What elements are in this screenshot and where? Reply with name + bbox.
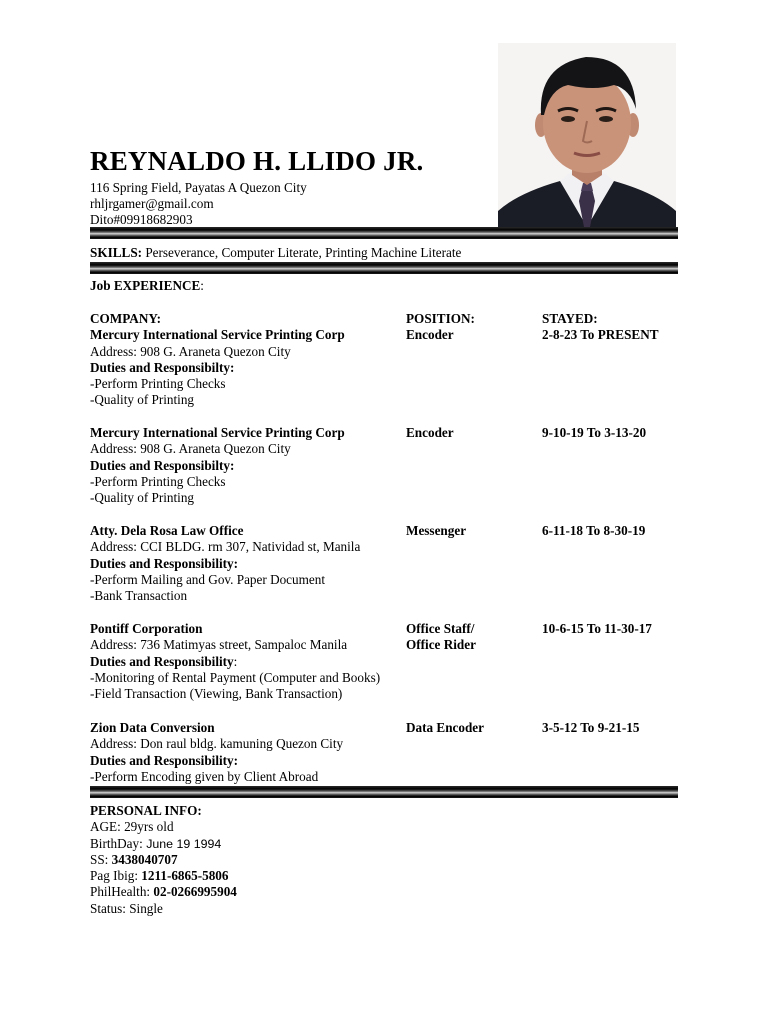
personal-philhealth (90, 884, 678, 900)
experience-heading-text: Job EXPERIENCE (90, 278, 201, 293)
personal-info-heading: PERSONAL INFO: (90, 803, 202, 818)
job-address-label: Address: (90, 637, 137, 653)
personal-pagibig-label: Pag Ibig: (90, 868, 142, 884)
job-address (90, 344, 678, 360)
job-position-line2: Office Rider (406, 637, 476, 653)
job-duties-label-line (90, 654, 678, 670)
job-stayed: 2-8-23 To PRESENT (542, 327, 659, 343)
job-position: Office Staff/ (406, 621, 475, 636)
job-duties-label: Duties and Responsibilty: (90, 359, 235, 375)
job-duties-label: Duties and Responsibility: (90, 752, 239, 768)
skills-line (90, 245, 461, 261)
personal-birthday (90, 836, 678, 852)
col-company: COMPANY: (90, 311, 162, 326)
applicant-photo (498, 43, 676, 227)
job-entry (90, 327, 678, 408)
job-address (90, 441, 678, 457)
job-duty: -Perform Mailing and Gov. Paper Document (90, 571, 325, 587)
personal-ss-value: 3438040707 (111, 851, 178, 867)
job-duty: -Monitoring of Rental Payment (Computer and Books) (90, 669, 381, 685)
job-stayed: 3-5-12 To 9-21-15 (542, 720, 640, 735)
job-duty: -Bank Transaction (90, 588, 188, 604)
personal-philhealth-label: PhilHealth: (90, 884, 154, 900)
job-address (90, 637, 347, 653)
job-position: Encoder (406, 425, 454, 440)
job-address-value: 908 G. Araneta Quezon City (136, 343, 291, 359)
personal-ss-label: SS: (90, 851, 112, 867)
personal-age-label: AGE: (90, 819, 121, 835)
job-stayed: 9-10-19 To 3-13-20 (542, 425, 647, 440)
job-address (90, 736, 678, 752)
job-duties-label: Duties and Responsibilty: (90, 457, 235, 473)
job-company: Zion Data Conversion (90, 720, 215, 735)
col-position: POSITION: (406, 311, 475, 326)
job-duty: -Perform Printing Checks (90, 473, 226, 489)
job-company: Atty. Dela Rosa Law Office (90, 523, 244, 538)
personal-age (90, 819, 678, 835)
job-address-label: Address: (90, 736, 137, 752)
job-address-label: Address: (90, 539, 137, 555)
personal-birthday-value: June 19 1994 (142, 836, 222, 851)
job-entry (90, 720, 678, 785)
experience-divider (90, 786, 678, 798)
applicant-phone: Dito#09918682903 (90, 212, 193, 227)
job-position: Data Encoder (406, 720, 485, 735)
skills-label: SKILLS: (90, 245, 143, 260)
applicant-address: 116 Spring Field, Payatas A Quezon City (90, 180, 307, 195)
job-entry (90, 523, 678, 604)
job-duty: -Field Transaction (Viewing, Bank Transaction) (90, 686, 343, 702)
experience-table-header (90, 311, 678, 327)
job-address-value: CCI BLDG. rm 307, Natividad st, Manila (136, 539, 361, 555)
job-stayed: 6-11-18 To 8-30-19 (542, 523, 646, 538)
personal-status-label: Status: (90, 900, 126, 916)
job-stayed: 10-6-15 To 11-30-17 (542, 621, 652, 636)
experience-table (90, 311, 678, 409)
job-company: Mercury International Service Printing Corp (90, 327, 345, 343)
job-address-value: 736 Matimyas street, Sampaloc Manila (136, 637, 348, 653)
job-address-label: Address: (90, 343, 137, 359)
job-duties-label: Duties and Responsibility (90, 653, 234, 669)
job-duty: -Quality of Printing (90, 490, 195, 506)
person-portrait-icon (498, 43, 676, 227)
personal-status-value: Single (125, 900, 163, 916)
job-address (90, 539, 678, 555)
job-position: Encoder (406, 327, 454, 343)
job-company: Mercury International Service Printing Corp (90, 425, 345, 440)
job-address-value: Don raul bldg. kamuning Quezon City (136, 736, 344, 752)
header-divider (90, 227, 678, 239)
applicant-name: REYNALDO H. LLIDO JR. (90, 146, 424, 176)
job-duties-label: Duties and Responsibility: (90, 555, 239, 571)
personal-pagibig (90, 868, 678, 884)
applicant-email: rhljrgamer@gmail.com (90, 196, 214, 211)
skills-value: Perseverance, Computer Literate, Printing Machine Literate (142, 245, 462, 260)
experience-heading (90, 278, 204, 294)
job-duties-colon: : (233, 653, 238, 669)
job-duty: -Perform Encoding given by Client Abroad (90, 768, 319, 784)
personal-status (90, 901, 678, 917)
personal-birthday-label: BirthDay: (90, 835, 143, 851)
personal-age-value: 29yrs old (120, 819, 174, 835)
personal-ss (90, 852, 678, 868)
job-entry (90, 425, 678, 506)
job-address-label: Address: (90, 441, 137, 457)
job-position: Messenger (406, 523, 467, 538)
job-duty: -Perform Printing Checks (90, 376, 226, 392)
job-duty: -Quality of Printing (90, 392, 195, 408)
job-company: Pontiff Corporation (90, 621, 203, 636)
experience-heading-colon: : (200, 278, 204, 293)
job-address-value: 908 G. Araneta Quezon City (136, 441, 291, 457)
skills-divider (90, 262, 678, 274)
personal-info (90, 803, 678, 917)
job-entry (90, 621, 678, 702)
col-stayed: STAYED: (542, 311, 598, 326)
personal-philhealth-value: 02-0266995904 (153, 884, 237, 900)
personal-pagibig-value: 1211-6865-5806 (141, 868, 229, 884)
